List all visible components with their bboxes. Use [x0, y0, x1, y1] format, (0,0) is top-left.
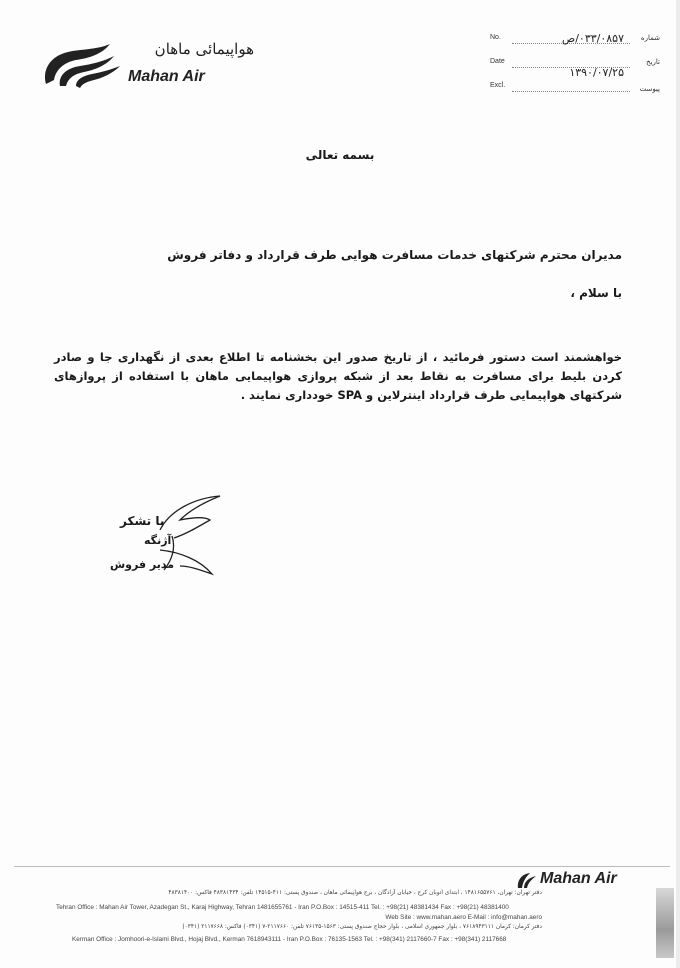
signature-name: آژنگه: [144, 534, 172, 547]
ref-attachment-label-en: Excl.: [490, 82, 506, 89]
ref-attachment-row: [490, 82, 660, 106]
footer-tehran-en: Tehran Office : Mahan Air Tower, Azadegan St., Karaj Highway, Tehran 1481655761 - Iran P.O.Box : 14515-411 Tel. : +98(21) 48381434 Fax : +98(21) 48381400: [56, 904, 509, 911]
ref-number-label-en: No.: [490, 34, 501, 41]
footer-brand: Mahan Air: [540, 870, 617, 887]
scan-edge: [676, 0, 680, 968]
bismillah-heading: بسمه تعالی: [305, 148, 375, 162]
ref-attachment-label-fa: پیوست: [639, 85, 660, 93]
body-paragraph: خواهشمند است دستور فرمائید ، از تاریخ صدور این بخشنامه تا اطلاع بعدی از نگهداری جا و صادر کردن بلیط برای مسافرت به نقاط بعد از شبکه پروازی هواپیمایی ماهان با استفاده از پروازهای شرکتهای هواپیمایی طرف قرارداد اینترلاین و SPA خودداری نمایند .: [54, 350, 622, 402]
signature-title: مدیر فروش: [110, 558, 175, 571]
ref-date-value: ۱۳۹۰/۰۷/۲۵: [569, 66, 624, 79]
ref-date-row: [490, 58, 660, 82]
ref-number-value: ۰۳۳/۰۸۵۷/ص: [561, 32, 624, 45]
signature-block: [100, 490, 240, 590]
ref-date-label-en: Date: [490, 58, 505, 65]
logo-english-text: Mahan Air: [128, 68, 205, 85]
footer-kerman-fa: دفتر کرمان: کرمان ۷۶۱۸۹۴۳۱۱۱ ، بلوار جمهوری اسلامی ، بلوار حجاج صندوق پستی: ۱۵۶۳-۷۶۱۳۵ تلفن: ۲۱۱۷۶۶۰-۷ (۰۳۴۱) فاکس: ۲۱۱۷۶۶۸ (۰۳۴۱): [182, 924, 542, 930]
footer-bird-icon: [516, 870, 538, 890]
bird-emblem-icon: [40, 40, 130, 92]
ref-dotted-line: [512, 91, 630, 92]
mahan-air-logo: [40, 38, 254, 94]
ref-date-label-fa: تاریخ: [646, 58, 660, 66]
footer-divider: [14, 866, 670, 867]
reference-block: [490, 34, 660, 106]
ref-number-row: [490, 34, 660, 58]
ref-number-label-fa: شماره: [640, 34, 660, 42]
footer-decor-strip: [656, 888, 674, 958]
footer-kerman-en: Kerman Office : Jomhoori-e-Islami Blvd., Hojaj Blvd., Kerman 7618943111 - Iran P.O.Box : 76135-1563 Tel. : +98(341) 2117660-7 Fax : +98(341) 2117668: [72, 936, 507, 943]
logo-persian-text: هواپیمائی ماهان: [154, 40, 254, 58]
footer-web-email: Web Site : www.mahan.aero E-Mail : info@mahan.aero: [385, 914, 542, 921]
greeting-line: با سلام ،: [570, 286, 622, 300]
signature-thanks: با تشکر: [120, 514, 165, 528]
footer-tehran-fa: دفتر تهران: تهران، ۱۴۸۱۶۵۵۷۶۱ ، ابتدای اتوبان کرج ، خیابان آزادگان ، برج هواپیمائی ماهان ، صندوق پستی: ۴۱۱-۱۴۵۱۵ تلفن: ۴۸۳۸۱۴۳۴ فاکس: ۴۸۳۸۱۴۰۰: [168, 890, 542, 896]
recipient-line: مدیران محترم شرکتهای خدمات مسافرت هوایی طرف قرارداد و دفاتر فروش: [167, 248, 622, 262]
